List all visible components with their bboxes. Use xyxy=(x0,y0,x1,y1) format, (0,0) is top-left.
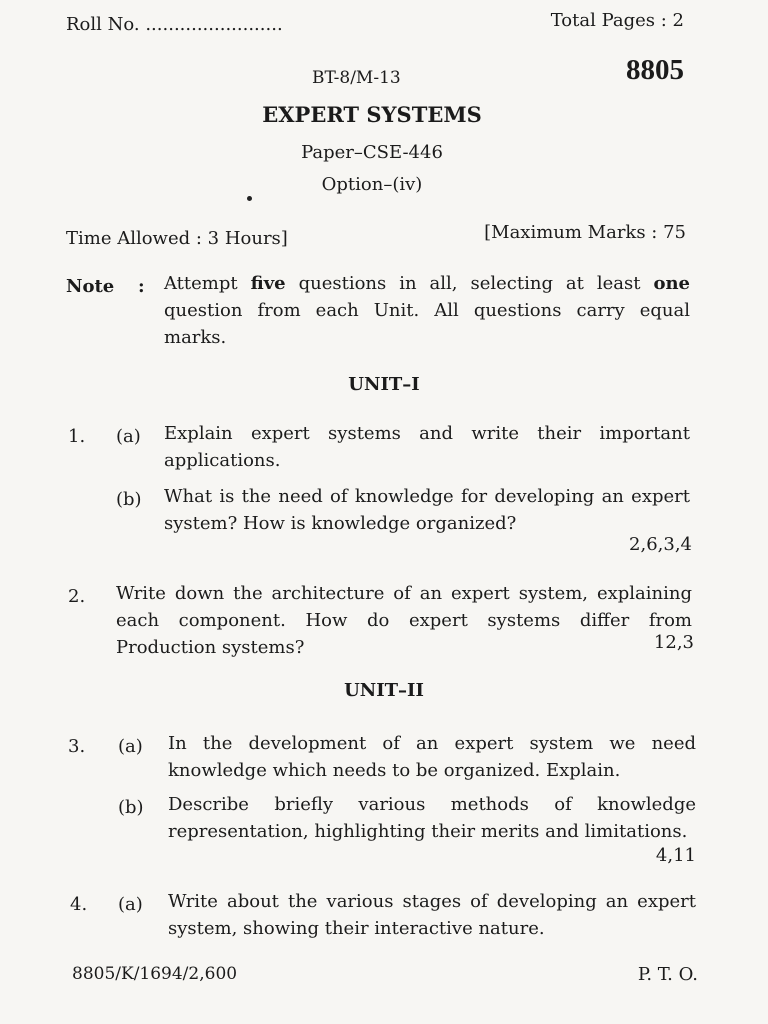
note-label: Note xyxy=(66,276,115,297)
question-number: 2. xyxy=(68,586,86,607)
paper-id: Paper–CSE-446 xyxy=(301,142,443,163)
paper-code: BT-8/M-13 xyxy=(312,68,401,88)
stray-dot xyxy=(247,196,252,201)
question-text: Describe briefly various methods of knowledge representation, highlighting their merits and limitations. xyxy=(168,794,696,842)
question-number: 1. xyxy=(68,426,86,447)
marks-allocation: 12,3 xyxy=(653,632,694,653)
question-text: Write about the various stages of developing an expert system, showing their interactive nature. xyxy=(168,891,696,939)
exam-title: EXPERT SYSTEMS xyxy=(262,102,482,127)
subpart-label: (a) xyxy=(118,894,143,915)
subpart-label: (a) xyxy=(116,426,141,447)
time-allowed: Time Allowed : 3 Hours] xyxy=(66,228,288,249)
roll-number-field: Roll No. ........................ xyxy=(66,14,283,35)
marks-allocation: 2,6,3,4 xyxy=(629,534,692,555)
subpart-label: (b) xyxy=(116,489,142,510)
subpart-label: (b) xyxy=(118,797,144,818)
maximum-marks: [Maximum Marks : 75 xyxy=(484,222,686,243)
question-text: Write down the architecture of an expert system, explaining each component. How do expert systems differ from Production systems? xyxy=(116,583,692,658)
footer-code: 8805/K/1694/2,600 xyxy=(72,964,238,984)
note-text: Attempt five questions in all, selecting at least one question from each Unit. All questions carry equal marks. xyxy=(164,273,690,348)
question-number: 4. xyxy=(70,894,88,915)
subpart-label: (a) xyxy=(118,736,143,757)
unit-heading-2: UNIT–II xyxy=(344,680,424,701)
unit-heading-1: UNIT–I xyxy=(348,374,420,395)
question-number: 3. xyxy=(68,736,86,757)
question-text: Explain expert systems and write their important applications. xyxy=(164,423,690,471)
option-label: Option–(iv) xyxy=(321,174,423,195)
question-text: What is the need of knowledge for developing an expert system? How is knowledge organized? xyxy=(164,486,690,534)
paper-number: 8805 xyxy=(626,54,684,86)
question-text: In the development of an expert system we need knowledge which needs to be organized. Explain. xyxy=(168,733,696,781)
marks-allocation: 4,11 xyxy=(655,845,696,866)
note-colon: : xyxy=(138,276,145,297)
total-pages: Total Pages : 2 xyxy=(550,10,684,31)
please-turn-over: P. T. O. xyxy=(637,964,698,985)
